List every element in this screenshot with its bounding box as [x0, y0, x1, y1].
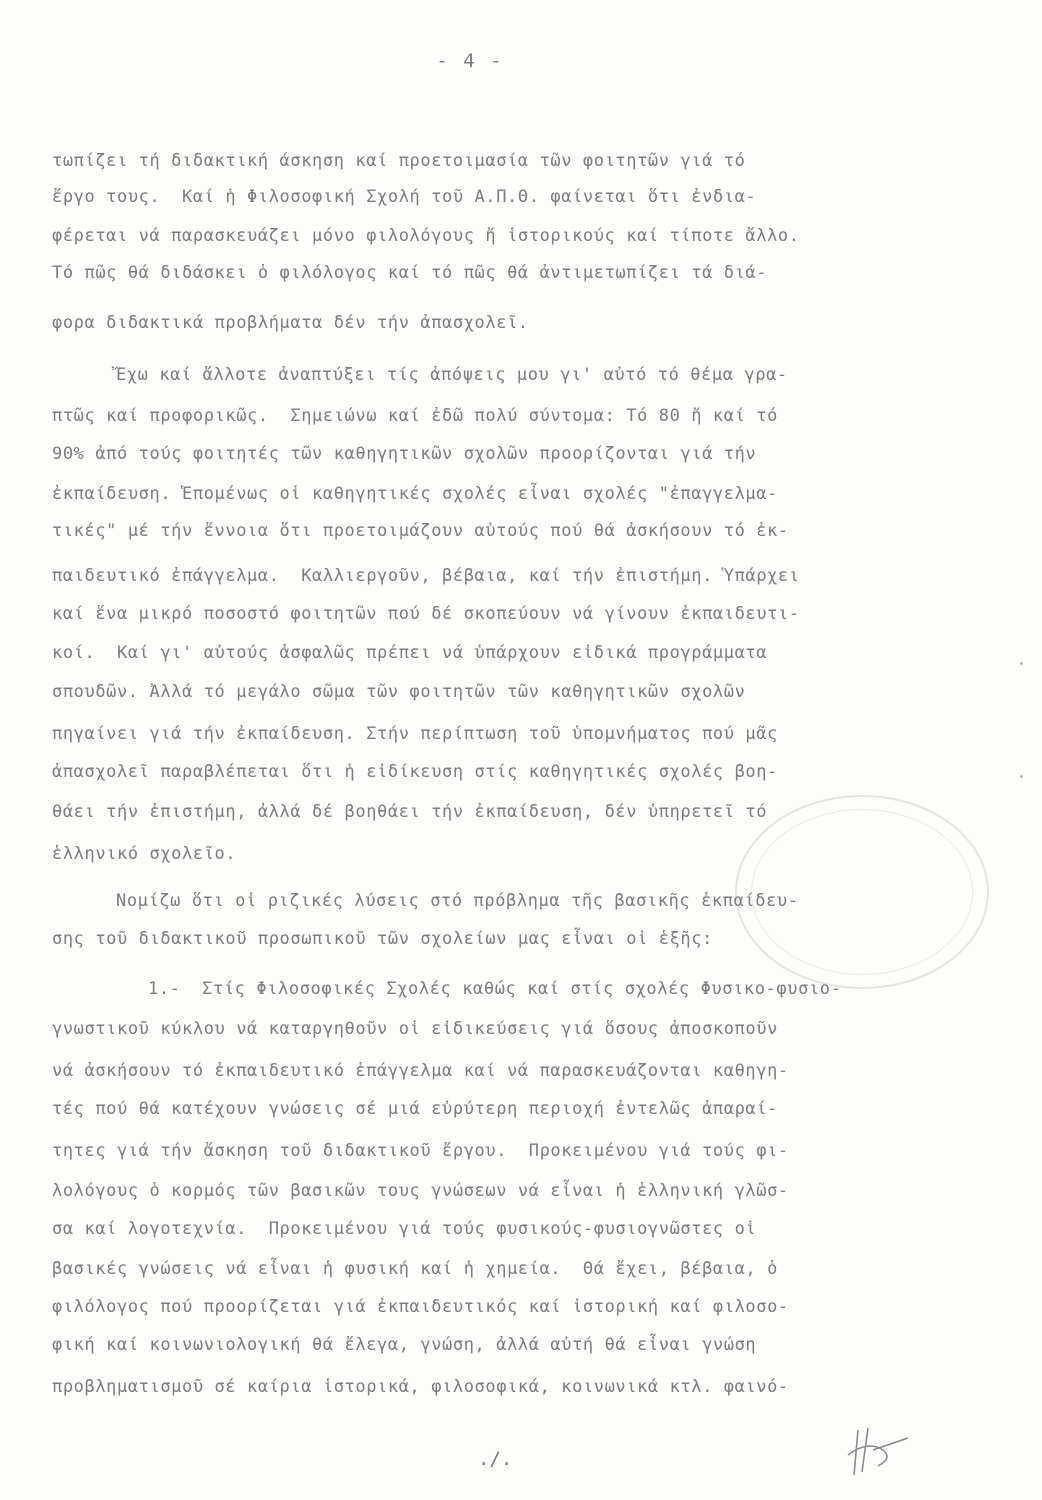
page-number: - 4 -: [436, 50, 504, 72]
text-line: φορα διδακτικά προβλήματα δέν τήν ἀπασχολεῖ.: [52, 313, 529, 333]
text-line: σπουδῶν. Ἀλλά τό μεγάλο σῶμα τῶν φοιτητῶν τῶν καθηγητικῶν σχολῶν: [52, 682, 746, 702]
text-line: Ἔχω καί ἄλλοτε ἀναπτύξει τίς ἀπόψεις μου γι' αὐτό τό θέμα γρα-: [116, 365, 788, 385]
text-line: φέρεται νά παρασκευάζει μόνο φιλολόγους ἤ ἱστορικούς καί τίποτε ἄλλο.: [52, 226, 800, 246]
speck-mark: [1020, 662, 1023, 665]
text-line: γνωστικοῦ κύκλου νά καταργηθοῦν οἱ εἰδικεύσεις γιά ὅσους ἀποσκοποῦν: [52, 1019, 778, 1039]
text-line: προβληματισμοῦ σέ καίρια ἱστορικά, φιλοσοφικά, κοινωνικά κτλ. φαινό-: [52, 1377, 789, 1397]
text-line: τικές" μέ τήν ἔννοια ὅτι προετοιμάζουν αὐτούς πού θά ἀσκήσουν τό ἐκ-: [52, 521, 789, 541]
text-line: φική καί κοινωνιολογική θά ἔλεγα, γνώση, ἀλλά αὐτή θά εἶναι γνώση: [52, 1335, 757, 1355]
text-line: ἑλληνικό σχολεῖο.: [52, 844, 237, 864]
text-line: 90% ἀπό τούς φοιτητές τῶν καθηγητικῶν σχολῶν προορίζονται γιά τήν: [52, 444, 757, 464]
text-line: ἔργο τους. Καί ἡ Φιλοσοφική Σχολή τοῦ Α.Π.Θ. φαίνεται ὅτι ἐνδια-: [52, 187, 757, 207]
speck-mark: [1020, 775, 1023, 778]
text-line: τές πού θά κατέχουν γνώσεις σέ μιά εὐρύτερη περιοχή ἐντελῶς ἀπαραί-: [52, 1099, 778, 1119]
text-line: κοί. Καί γι' αὐτούς ἀσφαλῶς πρέπει νά ὑπάρχουν εἰδικά προγράμματα: [52, 643, 768, 663]
text-line: φιλόλογος πού προορίζεται γιά ἐκπαιδευτικός καί ἱστορική καί φιλοσο-: [52, 1297, 789, 1317]
text-line: τητες γιά τήν ἄσκηση τοῦ διδακτικοῦ ἔργου. Προκειμένου γιά τούς φι-: [52, 1141, 789, 1161]
text-line: βασικές γνώσεις νά εἶναι ἡ φυσική καί ἡ χημεία. Θά ἔχει, βέβαια, ὁ: [52, 1259, 778, 1279]
signature-icon: [838, 1420, 918, 1480]
text-line: νά ἀσκήσουν τό ἐκπαιδευτικό ἐπάγγελμα καί νά παρασκευάζονται καθηγη-: [52, 1061, 789, 1081]
text-line: πτῶς καί προφορικῶς. Σημειώνω καί ἐδῶ πολύ σύντομα: Τό 80 ἤ καί τό: [52, 406, 778, 426]
text-line: τωπίζει τή διδακτική άσκηση καί προετοιμασία τῶν φοιτητῶν γιά τό: [52, 151, 746, 171]
text-line: παιδευτικό ἐπάγγελμα. Καλλιεργοῦν, βέβαια, καί τήν ἐπιστήμη. Ὑπάρχει: [52, 566, 800, 586]
text-line: θάει τήν ἐπιστήμη, ἀλλά δέ βοηθάει τήν ἐκπαίδευση, δέν ὑπηρετεῖ τό: [52, 802, 768, 822]
text-line: σης τοῦ διδακτικοῦ προσωπικοῦ τῶν σχολείων μας εἶναι οἱ ἑξῆς:: [52, 929, 713, 949]
text-line: καί ἕνα μικρό ποσοστό φοιτητῶν πού δέ σκοπεύουν νά γίνουν ἐκπαιδευτι-: [52, 604, 800, 624]
text-line: σα καί λογοτεχνία. Προκειμένου γιά τούς φυσικούς-φυσιογνῶστες οἱ: [52, 1219, 757, 1239]
text-line: πηγαίνει γιά τήν ἐκπαίδευση. Στήν περίπτωση τοῦ ὑπομνήματος πού μᾶς: [52, 724, 778, 744]
text-line: ἀπασχολεῖ παραβλέπεται ὅτι ἡ εἰδίκευση στίς καθηγητικές σχολές βοη-: [52, 762, 778, 782]
text-line: ἐκπαίδευση. Ἑπομένως οἱ καθηγητικές σχολές εἶναι σχολές "ἐπαγγελμα-: [52, 484, 778, 504]
text-line: λολόγους ὁ κορμός τῶν βασικῶν τους γνώσεων νά εἶναι ἡ ἑλληνική γλῶσ-: [52, 1181, 789, 1201]
text-line: Νομίζω ὅτι οἱ ριζικές λύσεις στό πρόβλημα τῆς βασικῆς ἐκπαίδευ-: [116, 891, 799, 911]
text-line: Τό πῶς θά διδάσκει ὁ φιλόλογος καί τό πῶς θά ἀντιμετωπίζει τά διά-: [52, 263, 768, 283]
text-line: 1.- Στίς Φιλοσοφικές Σχολές καθώς καί στίς σχολές Φυσικο-φυσιο-: [148, 979, 842, 999]
continuation-mark: ./.: [478, 1448, 513, 1470]
